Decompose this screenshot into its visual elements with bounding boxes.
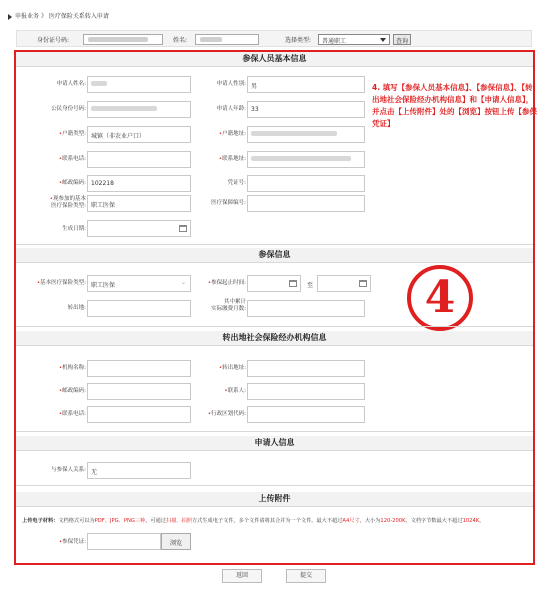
cert-upload-label-text: 参保凭证:	[62, 539, 86, 545]
period-label-text: 参保起止时间:	[211, 280, 246, 286]
agency-phone-label-text: 联系电话:	[62, 411, 86, 417]
hukou-type-label: •户籍类型:	[58, 131, 86, 137]
contact-person-field[interactable]	[247, 383, 365, 400]
breadcrumb-sep: 》	[40, 13, 47, 20]
gender-field[interactable]: 男	[247, 76, 365, 93]
upload-title: 上传附件	[258, 494, 291, 503]
period-start-field[interactable]	[247, 275, 301, 292]
basic-type-label-text: 基本医疗保险类型:	[40, 280, 86, 286]
breadcrumb	[8, 11, 109, 20]
divider	[16, 431, 533, 432]
divider	[16, 450, 533, 451]
contact-address-label-text: 联系地址:	[222, 156, 246, 162]
cert-upload-label: •参保凭证:	[58, 539, 86, 545]
upload-desc-max: 1024K	[462, 518, 480, 524]
upload-desc-text: 方式生成电子文件。多个文件请将其合并为一个文件。最大不超过	[191, 518, 343, 524]
insurance-info-title: 参保信息	[258, 250, 291, 259]
chevron-down-icon: ⌄	[180, 279, 186, 286]
upload-desc-text: ，文档字节数最大不超过	[405, 518, 463, 524]
id-number-label: 公民身份号码:	[51, 106, 86, 112]
region-code-label: •行政区划代码:	[207, 411, 246, 417]
org-name-label-text: 机构名称:	[62, 365, 86, 371]
submit-button[interactable]: 提交	[286, 569, 326, 583]
paid-months-label	[176, 299, 246, 313]
phone-label: •联系电话:	[58, 156, 86, 162]
hukou-type-label-text: 户籍类型:	[62, 131, 86, 137]
chevron-down-icon	[380, 38, 386, 42]
redacted-value	[88, 37, 148, 42]
calendar-icon[interactable]	[359, 280, 367, 287]
breadcrumb-root[interactable]: 申报业务	[15, 13, 40, 20]
divider	[16, 506, 533, 507]
insurance-type-label-l1: 现参加的基本	[52, 196, 86, 202]
applicant-info-title: 申请人信息	[254, 438, 295, 447]
basic-type-label: •基本医疗保险类型:	[36, 280, 86, 286]
upload-desc-formats: PDF、JPG、PNG三种	[94, 518, 146, 524]
region-code-label-text: 行政区划代码:	[211, 411, 246, 417]
relation-field[interactable]: 无	[87, 462, 191, 479]
agency-postcode-label-text: 邮政编码:	[62, 388, 86, 394]
upload-desc-methods: 扫描、拍照	[166, 518, 192, 524]
basic-type-value: 职工医保	[91, 282, 116, 289]
phone-label-text: 联系电话:	[62, 156, 86, 162]
paid-months-label-l1: 其中累计	[223, 299, 246, 305]
agency-postcode-label: •邮政编码:	[58, 388, 86, 394]
divider	[16, 66, 533, 67]
basic-info-title: 参保人员基本信息	[242, 54, 307, 63]
triangle-right-icon	[8, 14, 12, 20]
out-address-field[interactable]	[247, 360, 365, 377]
upload-desc-lead: 上传电子材料：	[22, 518, 59, 524]
insurance-type-field[interactable]: 职工医保	[87, 195, 191, 212]
upload-desc-text: 。可通过	[145, 518, 166, 524]
paid-months-field[interactable]	[247, 300, 365, 317]
contact-person-label: •联系人:	[224, 388, 246, 394]
divider	[16, 244, 533, 245]
upload-desc-text: ，大小为	[359, 518, 381, 524]
applicant-name-label: 申请人姓名:	[56, 81, 86, 87]
upload-desc-range: 120-200K	[380, 518, 406, 524]
paid-months-label-l2: 实际缴费月数:	[211, 306, 246, 312]
hukou-address-label-text: 户籍地址:	[222, 131, 246, 137]
to-label: 至	[307, 282, 314, 289]
cert-number-label: 凭证号:	[227, 180, 246, 186]
browse-button[interactable]: 浏览	[161, 533, 191, 550]
calendar-icon[interactable]	[179, 225, 187, 232]
out-address-label-text: 转出地址:	[222, 365, 246, 371]
out-address-label: •转出地址:	[218, 365, 246, 371]
hukou-address-label: •户籍地址:	[218, 131, 246, 137]
effective-date-field[interactable]	[87, 220, 191, 237]
upload-desc-end: 。	[479, 518, 485, 524]
period-label: •参保起止时间:	[207, 280, 246, 286]
hukou-address-field[interactable]	[247, 126, 365, 143]
redacted-value	[91, 81, 107, 86]
contact-person-label-text: 联系人:	[227, 388, 246, 394]
contact-address-field[interactable]	[247, 151, 365, 168]
contact-address-label: •联系地址:	[218, 156, 246, 162]
upload-desc-size: A4尺寸	[342, 518, 360, 524]
redacted-value	[91, 106, 157, 111]
type-select-value: 普通职工	[322, 38, 347, 45]
effective-date-label: 生成日期:	[62, 226, 86, 232]
agency-info-title: 转出地社会保险经办机构信息	[222, 333, 327, 342]
hukou-type-field[interactable]: 城镇（非农业户口）	[87, 126, 191, 143]
period-end-field[interactable]	[317, 275, 371, 292]
cert-file-path[interactable]	[87, 533, 161, 550]
cert-number-field[interactable]	[247, 175, 365, 192]
postcode-label-text: 邮政编码:	[62, 180, 86, 186]
relation-label: 与参保人关系:	[51, 467, 86, 473]
gender-label: 申请人性别:	[216, 81, 246, 87]
postcode-label: •邮政编码:	[58, 180, 86, 186]
name-label: 姓名:	[173, 37, 188, 44]
back-button[interactable]: 返回	[222, 569, 262, 583]
divider	[16, 262, 533, 263]
type-label: 选择类型:	[285, 37, 312, 44]
agency-phone-label: •联系电话:	[58, 411, 86, 417]
org-name-label: •机构名称:	[58, 365, 86, 371]
breadcrumb-current: 医疗保险关系转入申请	[48, 13, 109, 20]
postcode-field[interactable]: 102218	[87, 175, 191, 192]
instruction-note: 4. 填写【参保人员基本信息】、【参保信息】、【转出地社会保险经办机构信息】和【申请人信息】，并点击【上传附件】处的【浏览】按钮上传【参保凭证】	[372, 83, 537, 128]
divider	[16, 485, 533, 486]
upload-description	[22, 517, 532, 524]
insurance-type-label: •现参加的基本 医疗保险类型:	[49, 196, 86, 209]
name-input[interactable]	[195, 34, 259, 45]
region-code-field[interactable]	[247, 406, 365, 423]
upload-desc-text: 文档格式可以为	[58, 518, 95, 524]
form-frame	[14, 50, 535, 565]
search-bar	[16, 30, 532, 47]
query-button[interactable]: 查询	[393, 34, 411, 45]
redacted-value	[200, 37, 222, 42]
calendar-icon[interactable]	[289, 280, 297, 287]
id-number-label: 身份证号码:	[37, 37, 70, 44]
id-number-input[interactable]	[83, 34, 163, 45]
from-place-label: 转出地:	[67, 305, 86, 311]
insurance-type-label-l2: 医疗保险类型:	[51, 203, 86, 209]
medical-number-label: 医疗保障编号:	[211, 200, 246, 206]
divider	[16, 345, 533, 346]
divider	[16, 326, 533, 327]
step-four-marker: 4	[407, 265, 473, 331]
type-select[interactable]	[318, 34, 390, 45]
medical-number-field[interactable]	[247, 195, 365, 212]
redacted-value	[251, 131, 337, 136]
age-field[interactable]: 33	[247, 101, 365, 118]
age-label: 申请人年龄:	[216, 106, 246, 112]
redacted-value	[251, 156, 351, 161]
